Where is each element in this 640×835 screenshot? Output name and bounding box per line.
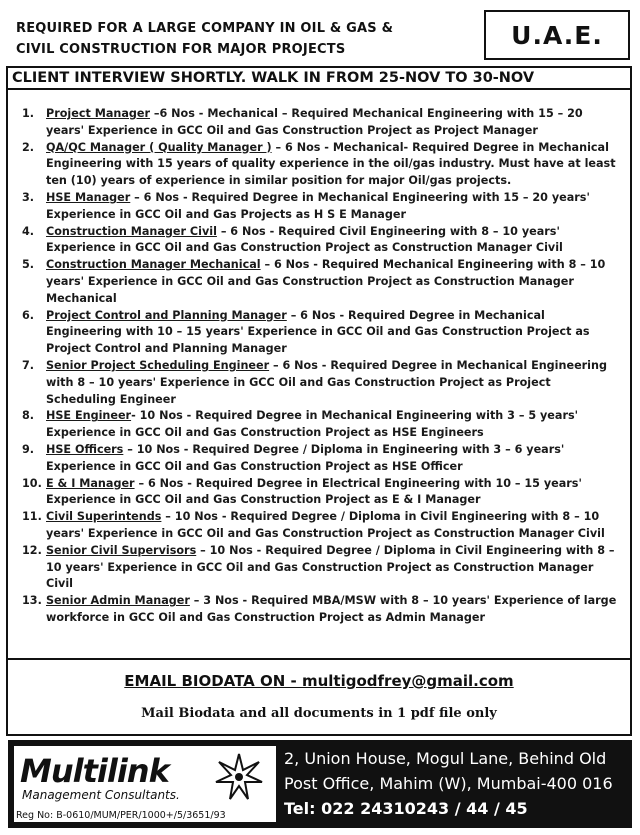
job-details: - 10 Nos - Required Degree in Mechanical Engineering with 3 – 5 years' Experience in GCC Oil and Gas Construction Project as HSE Engineers (46, 409, 579, 440)
job-description (46, 257, 622, 307)
job-description (46, 509, 622, 543)
job-number: 9. (22, 442, 35, 456)
job-title: HSE Engineer (46, 409, 132, 423)
header-title-line2: CIVIL CONSTRUCTION FOR MAJOR PROJECTS (16, 42, 346, 57)
pdf-instruction: Mail Biodata and all documents in 1 pdf file only (141, 706, 497, 721)
job-details: – 3 Nos - Required MBA/MSW with 8 – 10 years' Experience of large workforce in GCC Oil and Gas Construction Project as Admin Manager (46, 594, 617, 624)
job-details: – 6 Nos - Required Degree in Mechanical Engineering with 10 – 15 years' Experience in GCC Oil and Gas Construction Project as Project Control and Planning Manager (46, 308, 590, 356)
job-title: Civil Superintends (46, 510, 162, 524)
job-description (46, 408, 622, 442)
job-item (22, 442, 622, 476)
job-item (22, 543, 622, 593)
job-title: E & I Manager (46, 476, 135, 490)
email-line (8, 672, 630, 690)
footer (8, 740, 632, 828)
job-item (22, 140, 622, 190)
registration-number: Reg No: B-0610/MUM/PER/1000+/5/3651/93 (16, 810, 226, 821)
company-address (284, 746, 628, 821)
job-details: – 10 Nos - Required Degree / Diploma in Engineering with 3 – 6 years' Experience in GCC Oil and Gas Construction Project as HSE Officer (46, 442, 565, 473)
job-number: 3. (22, 190, 35, 204)
job-details: – 6 Nos - Required Degree in Mechanical Engineering with 15 – 20 years' Experience in GCC Oil and Gas Projects as H S E Manager (46, 190, 590, 221)
email-panel (6, 660, 632, 736)
jobs-list (8, 90, 630, 627)
job-item (22, 593, 622, 627)
job-details: – 10 Nos - Required Degree / Diploma in Civil Engineering with 8 – 10 years' Experience in GCC Oil and Gas Construction Project as Construction Manager Civil (46, 543, 615, 591)
job-item (22, 509, 622, 543)
interview-banner: CLIENT INTERVIEW SHORTLY. WALK IN FROM 25-NOV TO 30-NOV (6, 66, 632, 90)
phone-number: Tel: 022 24310243 / 44 / 45 (284, 799, 528, 818)
job-details: – 6 Nos - Mechanical- Required Degree in Mechanical Engineering with 15 years of quality experience in the oil/gas industry. Must have at least ten (10) years of experience in similar position for major Oil/gas projects. (46, 140, 616, 188)
job-number: 12. (22, 543, 42, 557)
job-item (22, 106, 622, 140)
job-details: – 6 Nos - Required Degree in Mechanical Engineering with 8 – 10 years' Experience in GCC Oil and Gas Construction Project as Project Scheduling Engineer (46, 358, 607, 406)
job-description (46, 476, 622, 510)
header (6, 6, 634, 64)
job-number: 2. (22, 140, 35, 154)
job-title: Senior Civil Supervisors (46, 543, 197, 557)
logo-subtitle: Management Consultants. (22, 788, 180, 802)
email-link[interactable]: EMAIL BIODATA ON - multigodfrey@gmail.com (124, 672, 514, 690)
job-details: – 10 Nos - Required Degree / Diploma in Civil Engineering with 8 – 10 years' Experience in GCC Oil and Gas Construction Project as Construction Manager Civil (46, 510, 605, 540)
job-description (46, 358, 622, 408)
job-item (22, 408, 622, 442)
job-description (46, 543, 622, 593)
starburst-icon (214, 752, 264, 802)
job-title: Senior Project Scheduling Engineer (46, 358, 270, 372)
address-line2: Post Office, Mahim (W), Mumbai-400 016 (284, 774, 613, 793)
job-title: Construction Manager Mechanical (46, 258, 261, 272)
job-title: Project Manager (46, 107, 151, 120)
job-number: 6. (22, 308, 35, 322)
job-title: QA/QC Manager ( Quality Manager ) (46, 140, 272, 154)
job-description (46, 442, 622, 476)
job-description (46, 593, 622, 627)
job-number: 1. (22, 107, 35, 120)
job-details: – 6 Nos - Required Degree in Electrical Engineering with 10 – 15 years' Experience in GCC Oil and Gas Construction Project as E & I Manager (46, 476, 582, 507)
job-description (46, 140, 622, 190)
job-item (22, 224, 622, 258)
job-title: HSE Manager (46, 190, 131, 204)
job-details: – 6 Nos - Required Mechanical Engineering with 8 – 10 years' Experience in GCC Oil and Gas Construction Project as Construction Manager Mechanical (46, 258, 606, 305)
job-item (22, 358, 622, 408)
address-line1: 2, Union House, Mogul Lane, Behind Old (284, 749, 607, 768)
job-description (46, 190, 622, 224)
job-number: 8. (22, 409, 35, 423)
job-item (22, 308, 622, 358)
jobs-panel (6, 90, 632, 660)
company-logo (14, 746, 276, 822)
job-description (46, 308, 622, 358)
job-description (46, 224, 622, 258)
job-details: –6 Nos - Mechanical – Required Mechanical Engineering with 15 – 20 years' Experience in GCC Oil and Gas Construction Project as Project Manager (46, 107, 583, 137)
job-item (22, 257, 622, 307)
region-badge: U.A.E. (484, 10, 630, 60)
job-number: 11. (22, 510, 42, 524)
job-item (22, 190, 622, 224)
job-title: Senior Admin Manager (46, 594, 190, 608)
job-number: 10. (22, 476, 42, 490)
job-title: Project Control and Planning Manager (46, 308, 287, 322)
job-number: 4. (22, 224, 35, 238)
job-item (22, 476, 622, 510)
job-number: 5. (22, 258, 35, 272)
job-title: Construction Manager Civil (46, 224, 217, 238)
job-number: 13. (22, 594, 42, 608)
job-title: HSE Officers (46, 442, 124, 456)
job-description (46, 106, 622, 140)
header-title-line1: REQUIRED FOR A LARGE COMPANY IN OIL & GAS & (16, 21, 394, 36)
job-details: – 6 Nos - Required Civil Engineering with 8 – 10 years' Experience in GCC Oil and Gas Construction Project as Construction Manager Civil (46, 224, 563, 255)
logo-wordmark: Multilink (20, 752, 169, 790)
header-title (16, 18, 476, 60)
job-number: 7. (22, 358, 35, 372)
